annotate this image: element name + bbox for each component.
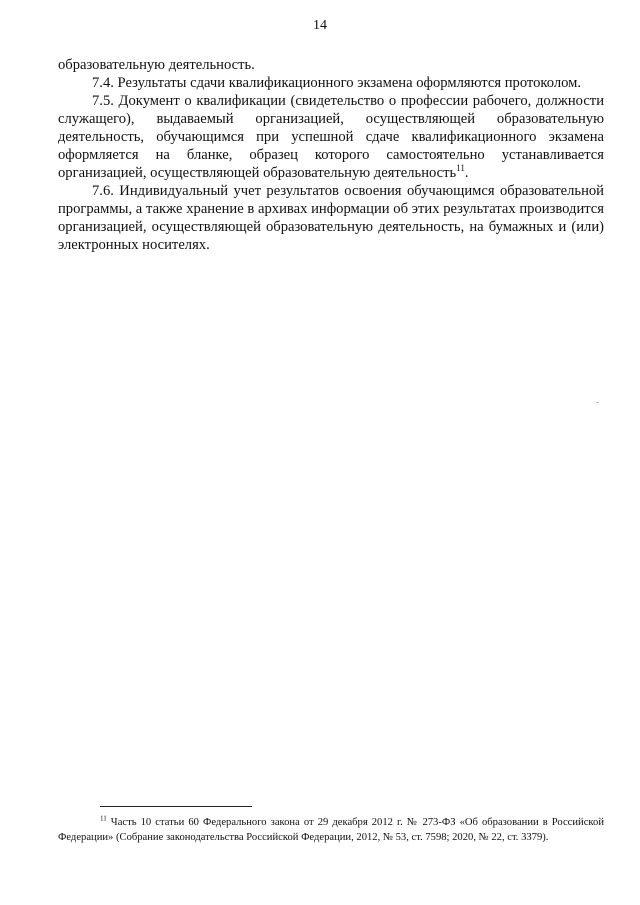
paragraph-7-5-text: 7.5. Документ о квалификации (свидетельство о профессии рабочего, должности служащего), выдаваемый организацией, осуществляющей образовательную деятельность, обучающимся при успешной сдаче квалификационного экзамена оформляется на бланке, образец которого самостоятельно устанавливается организацией, осуществляющей образовательную деятельность bbox=[58, 93, 604, 181]
footnote-text: Часть 10 статьи 60 Федерального закона от 29 декабря 2012 г. № 273-ФЗ «Об образовании в Российской Федерации» (Собрание законодательства Российской Федерации, 2012, № 53, ст. 7598; 2020, № 22, ст. 3379). bbox=[58, 817, 604, 843]
paragraph-7-6: 7.6. Индивидуальный учет результатов освоения обучающимся образовательной программы, а также хранение в архивах информации об этих результатах производится организацией, осуществляющей образовательную деятельность, на бумажных и (или) электронных носителях. bbox=[58, 183, 604, 253]
footnote-separator bbox=[100, 806, 252, 807]
body-text bbox=[58, 56, 604, 254]
paragraph-7-5-end: . bbox=[464, 165, 469, 181]
scan-artifact bbox=[596, 402, 599, 403]
footnote-body bbox=[58, 815, 604, 845]
paragraph-7-4: 7.4. Результаты сдачи квалификационного экзамена оформляются протоколом. bbox=[92, 75, 582, 91]
footnote-mark: 11 bbox=[100, 814, 107, 823]
page-number: 14 bbox=[313, 18, 327, 33]
footnote bbox=[58, 815, 604, 845]
footnote-reference[interactable]: 11 bbox=[456, 163, 465, 174]
paragraph-7-5 bbox=[58, 92, 604, 182]
paragraph-continuation: образовательную деятельность. bbox=[58, 57, 255, 73]
